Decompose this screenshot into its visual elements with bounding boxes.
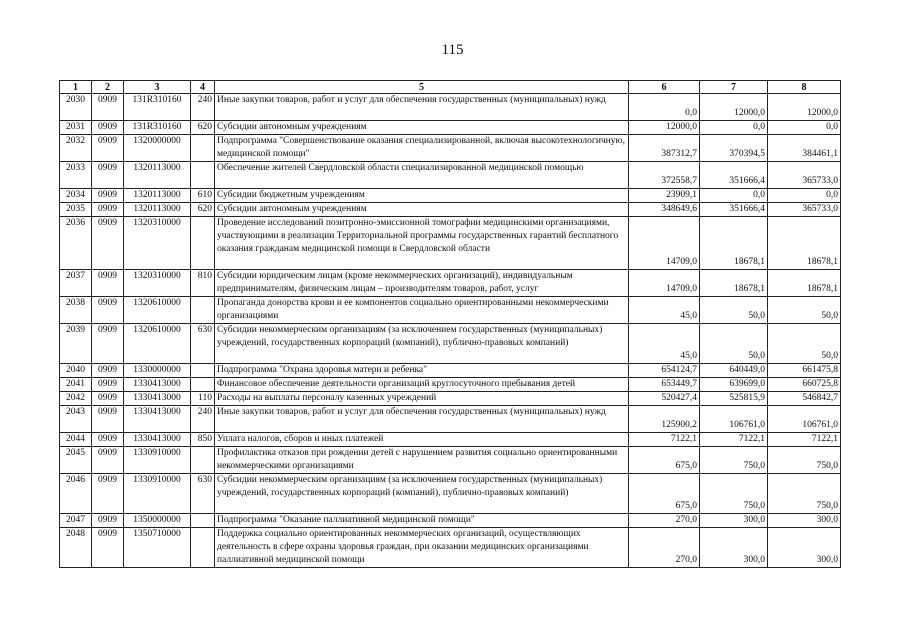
amount-col8-cell: 300,0 bbox=[768, 528, 841, 568]
row-number-cell: 2045 bbox=[60, 447, 92, 474]
description-cell: Подпрограмма "Охрана здоровья матери и ребенка" bbox=[215, 364, 629, 378]
section-code-cell: 0909 bbox=[92, 433, 124, 447]
amount-col6-cell: 23909,1 bbox=[629, 189, 700, 203]
section-code-cell: 0909 bbox=[92, 94, 124, 121]
amount-col8-cell: 18678,1 bbox=[768, 217, 841, 270]
header-cell: 2 bbox=[92, 81, 124, 94]
amount-col8-cell: 106761,0 bbox=[768, 406, 841, 433]
section-code-cell: 0909 bbox=[92, 528, 124, 568]
target-article-cell: 1330000000 bbox=[124, 364, 191, 378]
row-number-cell: 2035 bbox=[60, 203, 92, 217]
description-cell: Обеспечение жителей Свердловской области специализированной медицинской помощью bbox=[215, 162, 629, 189]
amount-col7-cell: 370394,5 bbox=[700, 135, 768, 162]
amount-col7-cell: 7122,1 bbox=[700, 433, 768, 447]
amount-col7-cell: 300,0 bbox=[700, 514, 768, 528]
amount-col6-cell: 520427,4 bbox=[629, 392, 700, 406]
row-number-cell: 2043 bbox=[60, 406, 92, 433]
description-cell: Проведение исследований позитронно-эмиссионной томографии медицинскими организациями, участвующими в реализации Территориальной программы государственных гарантий бесплатного оказания гражданам медицинской помощи в Свердловской области bbox=[215, 217, 629, 270]
amount-col7-cell: 351666,4 bbox=[700, 162, 768, 189]
amount-col7-cell: 351666,4 bbox=[700, 203, 768, 217]
section-code-cell: 0909 bbox=[92, 364, 124, 378]
section-code-cell: 0909 bbox=[92, 217, 124, 270]
header-cell: 5 bbox=[215, 81, 629, 94]
amount-col7-cell: 525815,9 bbox=[700, 392, 768, 406]
row-number-cell: 2047 bbox=[60, 514, 92, 528]
row-number-cell: 2048 bbox=[60, 528, 92, 568]
expense-type-cell: 630 bbox=[191, 474, 215, 514]
row-number-cell: 2032 bbox=[60, 135, 92, 162]
amount-col7-cell: 50,0 bbox=[700, 297, 768, 324]
row-number-cell: 2042 bbox=[60, 392, 92, 406]
section-code-cell: 0909 bbox=[92, 324, 124, 364]
description-cell: Субсидии автономным учреждениям bbox=[215, 203, 629, 217]
table-row bbox=[60, 514, 841, 528]
row-number-cell: 2046 bbox=[60, 474, 92, 514]
amount-col7-cell: 750,0 bbox=[700, 474, 768, 514]
section-code-cell: 0909 bbox=[92, 447, 124, 474]
row-number-cell: 2031 bbox=[60, 121, 92, 135]
expense-type-cell: 240 bbox=[191, 94, 215, 121]
section-code-cell: 0909 bbox=[92, 135, 124, 162]
amount-col6-cell: 12000,0 bbox=[629, 121, 700, 135]
table-row bbox=[60, 270, 841, 297]
expense-type-cell: 610 bbox=[191, 189, 215, 203]
table-row bbox=[60, 189, 841, 203]
description-cell: Подпрограмма "Оказание паллиативной медицинской помощи" bbox=[215, 514, 629, 528]
section-code-cell: 0909 bbox=[92, 189, 124, 203]
amount-col7-cell: 18678,1 bbox=[700, 270, 768, 297]
table-row bbox=[60, 433, 841, 447]
expense-type-cell bbox=[191, 378, 215, 392]
description-cell: Иные закупки товаров, работ и услуг для обеспечения государственных (муниципальных) нужд bbox=[215, 94, 629, 121]
table-row bbox=[60, 474, 841, 514]
amount-col7-cell: 0,0 bbox=[700, 121, 768, 135]
description-cell: Уплата налогов, сборов и иных платежей bbox=[215, 433, 629, 447]
amount-col8-cell: 750,0 bbox=[768, 447, 841, 474]
description-cell: Пропаганда донорства крови и ее компонентов социально ориентированными некоммерческими организациями bbox=[215, 297, 629, 324]
description-cell: Поддержка социально ориентированных некоммерческих организаций, осуществляющих деятельность в сфере охраны здоровья граждан, при оказании медицинских организациями паллиативной медицинской помощи bbox=[215, 528, 629, 568]
row-number-cell: 2036 bbox=[60, 217, 92, 270]
section-code-cell: 0909 bbox=[92, 270, 124, 297]
expense-type-cell: 620 bbox=[191, 203, 215, 217]
description-cell: Субсидии автономным учреждениям bbox=[215, 121, 629, 135]
amount-col7-cell: 18678,1 bbox=[700, 217, 768, 270]
section-code-cell: 0909 bbox=[92, 378, 124, 392]
table-row bbox=[60, 378, 841, 392]
amount-col6-cell: 7122,1 bbox=[629, 433, 700, 447]
description-cell: Иные закупки товаров, работ и услуг для обеспечения государственных (муниципальных) нужд bbox=[215, 406, 629, 433]
header-cell: 3 bbox=[124, 81, 191, 94]
amount-col7-cell: 50,0 bbox=[700, 324, 768, 364]
description-cell: Субсидии юридическим лицам (кроме некоммерческих организаций), индивидуальным предпринимателям, физическим лицам – производителям товаров, работ, услуг bbox=[215, 270, 629, 297]
target-article-cell: 1320610000 bbox=[124, 297, 191, 324]
expense-type-cell: 110 bbox=[191, 392, 215, 406]
target-article-cell: 1330910000 bbox=[124, 447, 191, 474]
amount-col6-cell: 125900,2 bbox=[629, 406, 700, 433]
table-row bbox=[60, 94, 841, 121]
target-article-cell: 1320000000 bbox=[124, 135, 191, 162]
amount-col6-cell: 45,0 bbox=[629, 297, 700, 324]
amount-col6-cell: 675,0 bbox=[629, 474, 700, 514]
table-row bbox=[60, 121, 841, 135]
table-row bbox=[60, 447, 841, 474]
table-row bbox=[60, 324, 841, 364]
expense-type-cell bbox=[191, 514, 215, 528]
section-code-cell: 0909 bbox=[92, 392, 124, 406]
expense-type-cell: 240 bbox=[191, 406, 215, 433]
amount-col8-cell: 384461,1 bbox=[768, 135, 841, 162]
description-cell: Финансовое обеспечение деятельности организаций круглосуточного пребывания детей bbox=[215, 378, 629, 392]
target-article-cell: 1350000000 bbox=[124, 514, 191, 528]
header-cell: 8 bbox=[768, 81, 841, 94]
target-article-cell: 1330413000 bbox=[124, 392, 191, 406]
table-row bbox=[60, 297, 841, 324]
amount-col8-cell: 12000,0 bbox=[768, 94, 841, 121]
amount-col6-cell: 654124,7 bbox=[629, 364, 700, 378]
expense-type-cell bbox=[191, 162, 215, 189]
amount-col8-cell: 365733,0 bbox=[768, 162, 841, 189]
table-row bbox=[60, 364, 841, 378]
row-number-cell: 2039 bbox=[60, 324, 92, 364]
description-cell: Расходы на выплаты персоналу казенных учреждений bbox=[215, 392, 629, 406]
expense-type-cell bbox=[191, 135, 215, 162]
amount-col6-cell: 14709,0 bbox=[629, 217, 700, 270]
target-article-cell: 1350710000 bbox=[124, 528, 191, 568]
target-article-cell: 131R310160 bbox=[124, 94, 191, 121]
budget-table bbox=[59, 80, 841, 568]
description-cell: Субсидии некоммерческим организациям (за исключением государственных (муниципальных) учреждений, государственных корпораций (компаний), публично-правовых компаний) bbox=[215, 324, 629, 364]
page-number: 115 bbox=[441, 42, 464, 58]
row-number-cell: 2044 bbox=[60, 433, 92, 447]
amount-col7-cell: 12000,0 bbox=[700, 94, 768, 121]
amount-col7-cell: 300,0 bbox=[700, 528, 768, 568]
amount-col7-cell: 639699,0 bbox=[700, 378, 768, 392]
amount-col8-cell: 0,0 bbox=[768, 189, 841, 203]
expense-type-cell bbox=[191, 364, 215, 378]
expense-type-cell bbox=[191, 447, 215, 474]
amount-col8-cell: 660725,8 bbox=[768, 378, 841, 392]
header-cell: 4 bbox=[191, 81, 215, 94]
expense-type-cell: 810 bbox=[191, 270, 215, 297]
section-code-cell: 0909 bbox=[92, 121, 124, 135]
amount-col8-cell: 7122,1 bbox=[768, 433, 841, 447]
header-cell: 6 bbox=[629, 81, 700, 94]
header-cell: 1 bbox=[60, 81, 92, 94]
expense-type-cell: 620 bbox=[191, 121, 215, 135]
amount-col7-cell: 640449,0 bbox=[700, 364, 768, 378]
description-cell: Субсидии некоммерческим организациям (за исключением государственных (муниципальных) учреждений, государственных корпораций (компаний), публично-правовых компаний) bbox=[215, 474, 629, 514]
row-number-cell: 2030 bbox=[60, 94, 92, 121]
amount-col6-cell: 372558,7 bbox=[629, 162, 700, 189]
amount-col6-cell: 653449,7 bbox=[629, 378, 700, 392]
table-row bbox=[60, 392, 841, 406]
table-row bbox=[60, 162, 841, 189]
amount-col7-cell: 750,0 bbox=[700, 447, 768, 474]
target-article-cell: 1330910000 bbox=[124, 474, 191, 514]
amount-col6-cell: 14709,0 bbox=[629, 270, 700, 297]
amount-col6-cell: 348649,6 bbox=[629, 203, 700, 217]
row-number-cell: 2037 bbox=[60, 270, 92, 297]
amount-col8-cell: 0,0 bbox=[768, 121, 841, 135]
amount-col6-cell: 270,0 bbox=[629, 528, 700, 568]
section-code-cell: 0909 bbox=[92, 162, 124, 189]
section-code-cell: 0909 bbox=[92, 297, 124, 324]
amount-col8-cell: 50,0 bbox=[768, 324, 841, 364]
target-article-cell: 131R310160 bbox=[124, 121, 191, 135]
header-cell: 7 bbox=[700, 81, 768, 94]
target-article-cell: 1330413000 bbox=[124, 406, 191, 433]
row-number-cell: 2034 bbox=[60, 189, 92, 203]
expense-type-cell: 850 bbox=[191, 433, 215, 447]
row-number-cell: 2038 bbox=[60, 297, 92, 324]
header-row bbox=[60, 81, 841, 94]
target-article-cell: 1320113000 bbox=[124, 162, 191, 189]
section-code-cell: 0909 bbox=[92, 203, 124, 217]
section-code-cell: 0909 bbox=[92, 474, 124, 514]
amount-col8-cell: 18678,1 bbox=[768, 270, 841, 297]
amount-col7-cell: 0,0 bbox=[700, 189, 768, 203]
amount-col6-cell: 387312,7 bbox=[629, 135, 700, 162]
target-article-cell: 1330413000 bbox=[124, 378, 191, 392]
description-cell: Подпрограмма "Совершенствование оказания специализированной, включая высокотехнологичную, медицинской помощи" bbox=[215, 135, 629, 162]
target-article-cell: 1320113000 bbox=[124, 203, 191, 217]
expense-type-cell bbox=[191, 217, 215, 270]
expense-type-cell bbox=[191, 528, 215, 568]
amount-col8-cell: 661475,8 bbox=[768, 364, 841, 378]
amount-col6-cell: 270,0 bbox=[629, 514, 700, 528]
amount-col8-cell: 50,0 bbox=[768, 297, 841, 324]
description-cell: Профилактика отказов при рождении детей с нарушением развития социально ориентированными некоммерческими организациями bbox=[215, 447, 629, 474]
target-article-cell: 1320310000 bbox=[124, 270, 191, 297]
target-article-cell: 1330413000 bbox=[124, 433, 191, 447]
expense-type-cell: 630 bbox=[191, 324, 215, 364]
table-row bbox=[60, 528, 841, 568]
amount-col8-cell: 546842,7 bbox=[768, 392, 841, 406]
expense-type-cell bbox=[191, 297, 215, 324]
amount-col8-cell: 300,0 bbox=[768, 514, 841, 528]
amount-col6-cell: 675,0 bbox=[629, 447, 700, 474]
amount-col6-cell: 45,0 bbox=[629, 324, 700, 364]
table-row bbox=[60, 406, 841, 433]
amount-col7-cell: 106761,0 bbox=[700, 406, 768, 433]
description-cell: Субсидии бюджетным учреждениям bbox=[215, 189, 629, 203]
row-number-cell: 2041 bbox=[60, 378, 92, 392]
amount-col6-cell: 0,0 bbox=[629, 94, 700, 121]
target-article-cell: 1320113000 bbox=[124, 189, 191, 203]
row-number-cell: 2040 bbox=[60, 364, 92, 378]
amount-col8-cell: 750,0 bbox=[768, 474, 841, 514]
section-code-cell: 0909 bbox=[92, 514, 124, 528]
row-number-cell: 2033 bbox=[60, 162, 92, 189]
target-article-cell: 1320610000 bbox=[124, 324, 191, 364]
table-row bbox=[60, 203, 841, 217]
table-row bbox=[60, 135, 841, 162]
section-code-cell: 0909 bbox=[92, 406, 124, 433]
amount-col8-cell: 365733,0 bbox=[768, 203, 841, 217]
table-row bbox=[60, 217, 841, 270]
target-article-cell: 1320310000 bbox=[124, 217, 191, 270]
